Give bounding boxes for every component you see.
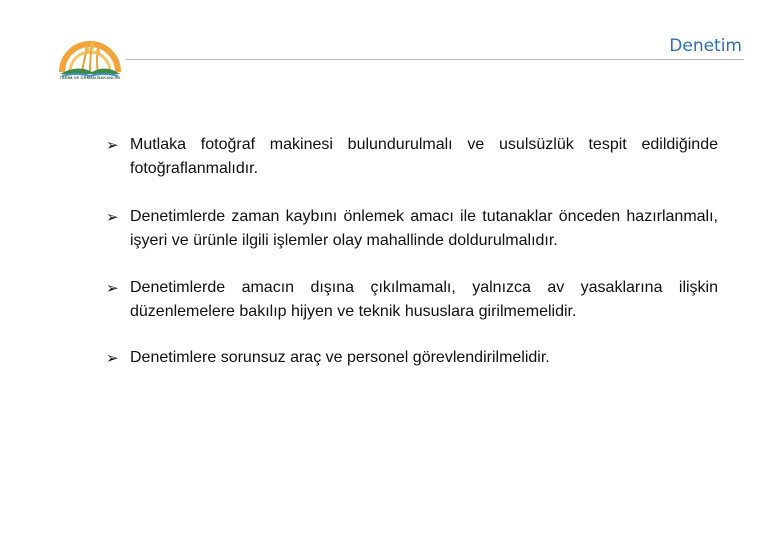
- list-item: [106, 133, 718, 181]
- arrow-bullet-icon: ➢: [106, 136, 119, 154]
- list-item: [106, 346, 718, 370]
- page-title: Denetim: [669, 36, 742, 56]
- logo-caption: TARIM VE ORMAN BAKANLIĞI: [59, 75, 121, 80]
- arrow-bullet-icon: ➢: [106, 208, 119, 226]
- arrow-bullet-icon: ➢: [106, 349, 119, 367]
- list-item: [106, 276, 718, 324]
- bullet-text: Denetimlere sorunsuz araç ve personel görevlendirilmelidir.: [130, 349, 550, 366]
- bullet-text: Denetimlerde amacın dışına çıkılmamalı, yalnızca av yasaklarına ilişkin düzenlemelere bakılıp hijyen ve teknik hususlara girilmemelidir.: [130, 279, 718, 320]
- header-divider: [126, 59, 744, 60]
- bullet-list: [106, 133, 718, 370]
- bullet-text: Mutlaka fotoğraf makinesi bulundurulmalı ve usulsüzlük tespit edildiğinde fotoğraflanmalıdır.: [130, 136, 718, 177]
- arrow-bullet-icon: ➢: [106, 279, 119, 297]
- list-item: [106, 205, 718, 253]
- bullet-text: Denetimlerde zaman kaybını önlemek amacı ile tutanaklar önceden hazırlanmalı, işyeri ve ürünle ilgili işlemler olay mahallinde doldurulmalıdır.: [130, 208, 718, 249]
- ministry-logo-icon: [52, 28, 128, 90]
